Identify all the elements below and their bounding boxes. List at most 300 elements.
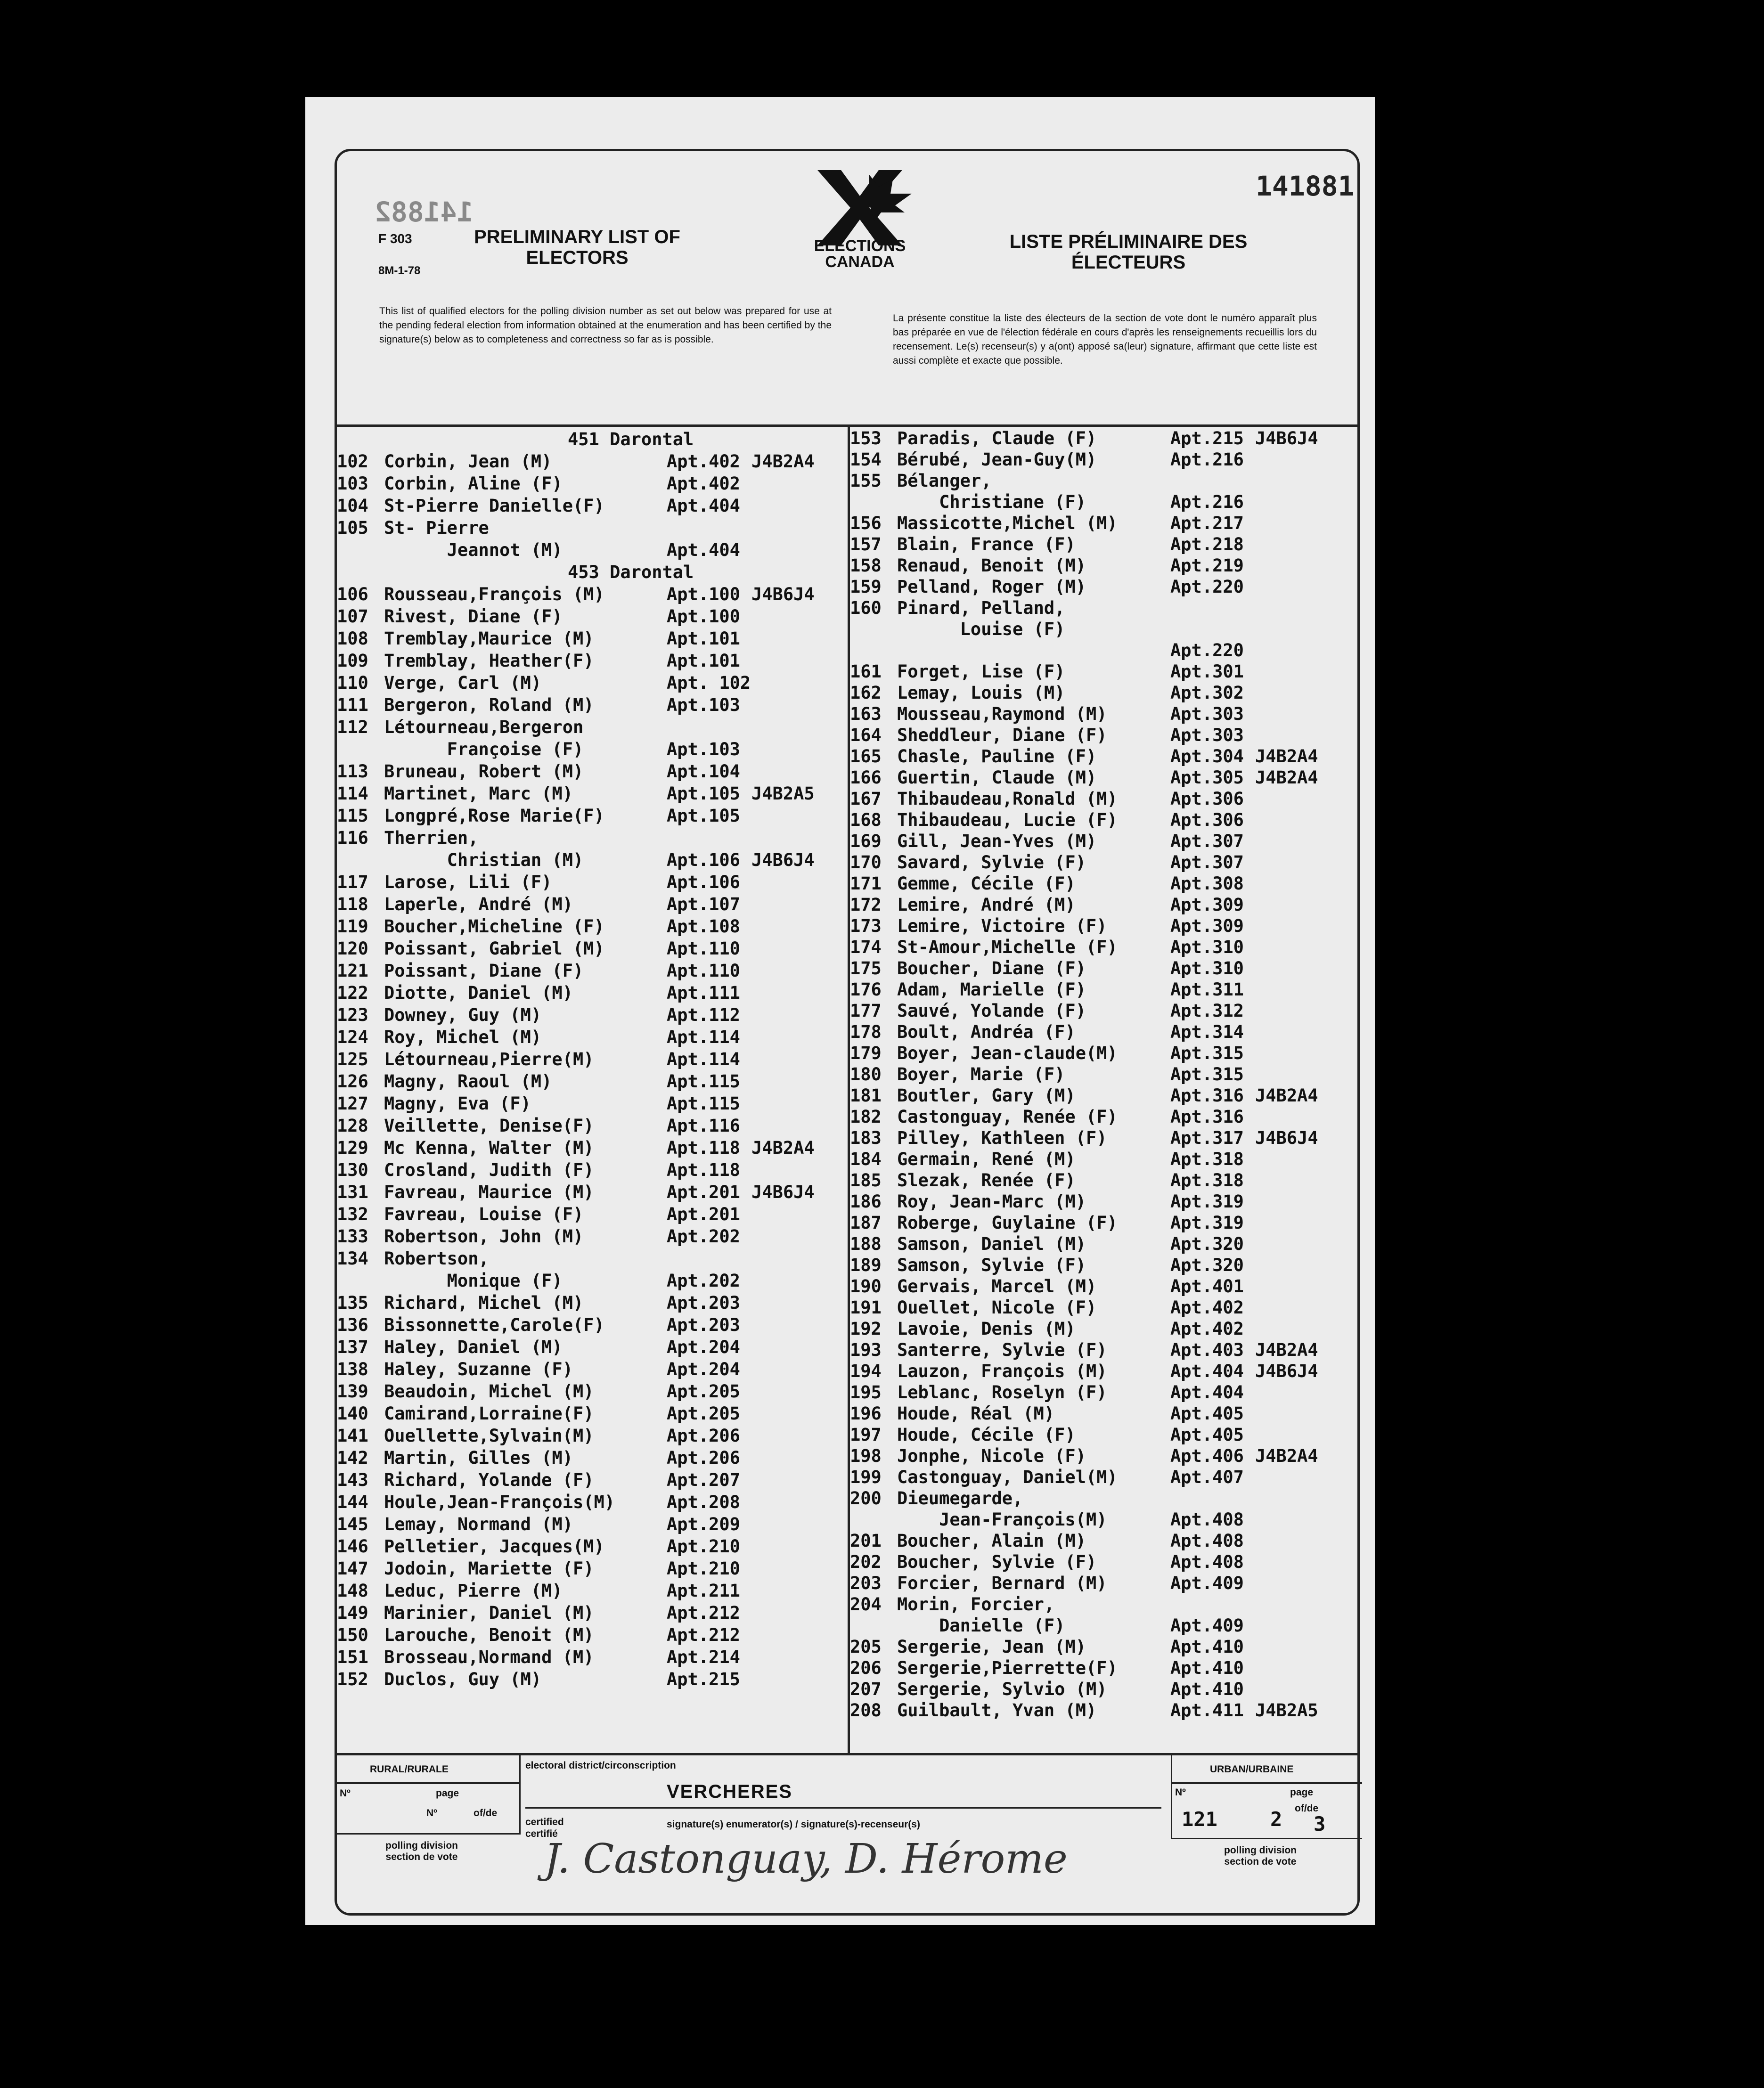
elector-apartment: Apt.311: [1170, 979, 1244, 1000]
elector-row: [850, 704, 1360, 725]
elector-postal-code: J4B6J4: [751, 1182, 815, 1202]
elector-name: Duclos, Guy (M): [384, 1669, 542, 1689]
elector-column-left: [337, 424, 848, 1753]
elector-apartment: Apt.215: [1170, 428, 1244, 449]
elector-name: Boutler, Gary (M): [897, 1085, 1076, 1106]
elector-postal-code: J4B2A4: [1255, 1446, 1318, 1466]
elector-row: [850, 1043, 1360, 1064]
elector-row: [850, 1128, 1360, 1149]
elector-number: 139: [337, 1381, 368, 1402]
elector-name: Pinard, Pelland,: [897, 598, 1065, 618]
elector-number: 149: [337, 1603, 368, 1623]
elector-row: [337, 540, 848, 561]
elector-column-right: [850, 424, 1360, 1753]
elector-row: [850, 1213, 1360, 1233]
elector-name: Tremblay, Heather(F): [384, 651, 594, 671]
elector-name: Houde, Cécile (F): [897, 1425, 1076, 1445]
elector-apartment: Apt.405: [1170, 1403, 1244, 1424]
elector-number: 171: [850, 873, 882, 894]
elector-number: 156: [850, 513, 882, 533]
elector-number: 181: [850, 1085, 882, 1106]
elector-apartment: Apt.306: [1170, 810, 1244, 830]
elector-number: 141: [337, 1426, 368, 1446]
elector-row: [337, 628, 848, 649]
elector-number: 182: [850, 1107, 882, 1127]
elector-name: Corbin, Aline (F): [384, 473, 563, 494]
district-underline: [525, 1807, 1161, 1809]
certified-label: certified: [525, 1817, 564, 1827]
elector-apartment: Apt.217: [1170, 513, 1244, 533]
elector-postal-code: J4B2A5: [751, 783, 815, 804]
elector-apartment: Apt.212: [667, 1603, 740, 1623]
elector-name: Christian (M): [384, 850, 584, 870]
elector-row: [337, 739, 848, 760]
elector-name: Forget, Lise (F): [897, 661, 1065, 682]
elector-row: [337, 850, 848, 871]
elector-row: [850, 831, 1360, 852]
elector-name: Guertin, Claude (M): [897, 767, 1097, 788]
elector-apartment: Apt.410: [1170, 1679, 1244, 1699]
elector-row: [337, 1558, 848, 1579]
enumerator-signature: J. Castonguay, D. Hérome: [544, 1835, 1068, 1883]
elector-number: 206: [850, 1658, 882, 1678]
elector-name: Jonphe, Nicole (F): [897, 1446, 1086, 1466]
elector-name: Lemire, André (M): [897, 895, 1076, 915]
elector-row: [337, 961, 848, 981]
elector-name: Bergeron, Roland (M): [384, 695, 594, 715]
elector-number: 165: [850, 746, 882, 767]
elector-number: 146: [337, 1536, 368, 1557]
elector-number: 183: [850, 1128, 882, 1148]
elector-number: 152: [337, 1669, 368, 1689]
elector-row: [850, 683, 1360, 703]
elector-apartment: Apt. 102: [667, 673, 751, 693]
elector-row: [337, 1536, 848, 1557]
elector-apartment: Apt.118: [667, 1160, 740, 1180]
elector-apartment: Apt.116: [667, 1116, 740, 1136]
elector-apartment: Apt.208: [667, 1492, 740, 1512]
elector-row: [337, 1581, 848, 1601]
elector-apartment: Apt.206: [667, 1426, 740, 1446]
elector-number: 134: [337, 1248, 368, 1269]
elector-row: [850, 895, 1360, 915]
elector-row: [337, 1403, 848, 1424]
elector-row: [337, 828, 848, 848]
urban-polling-division-fr: section de vote: [1224, 1856, 1297, 1867]
elector-apartment: Apt.408: [1170, 1552, 1244, 1572]
elector-row: [850, 1276, 1360, 1297]
elector-apartment: Apt.219: [1170, 555, 1244, 576]
street-name: 453 Darontal: [568, 562, 694, 582]
elector-name: Guilbault, Yvan (M): [897, 1700, 1097, 1721]
description-french: La présente constitue la liste des électeurs de la section de vote dont le numéro apparaît plus bas préparée en vue de l'élection fédérale en cours d'après les renseignements recueillis lors du recensement. Le(s) recenseur(s) y a(ont) apposé sa(leur) signature, affirmant que cette liste est aussi complète et exacte que possible.: [893, 313, 1317, 366]
elector-number: 111: [337, 695, 368, 715]
elector-row: [337, 1160, 848, 1181]
elector-name: Blain, France (F): [897, 534, 1076, 555]
elector-row: [337, 496, 848, 516]
elector-number: 201: [850, 1531, 882, 1551]
elector-number: 138: [337, 1359, 368, 1379]
elector-number: 112: [337, 717, 368, 737]
urban-no-label: Nº: [1175, 1787, 1186, 1798]
elector-row: [850, 619, 1360, 640]
logo-text-canada: CANADA: [825, 253, 895, 271]
elector-number: 168: [850, 810, 882, 830]
elector-name: Chasle, Pauline (F): [897, 746, 1097, 767]
elector-apartment: Apt.318: [1170, 1170, 1244, 1191]
elector-name: Louise (F): [897, 619, 1065, 639]
elector-row: [850, 1149, 1360, 1170]
elector-apartment: Apt.409: [1170, 1615, 1244, 1636]
elector-row: [337, 651, 848, 671]
elector-name: Favreau, Louise (F): [384, 1204, 584, 1224]
elector-name: Sauvé, Yolande (F): [897, 1001, 1086, 1021]
elector-row: [850, 1340, 1360, 1361]
elector-row: [337, 1492, 848, 1513]
elector-number: 135: [337, 1293, 368, 1313]
elector-row: [850, 767, 1360, 788]
elector-apartment: Apt.307: [1170, 831, 1244, 851]
elector-number: 155: [850, 471, 882, 491]
elector-row: [850, 1552, 1360, 1573]
elector-name: Laperle, André (M): [384, 894, 573, 914]
elector-apartment: Apt.114: [667, 1027, 740, 1047]
rural-header-box: [337, 1755, 521, 1784]
elector-name: Dieumegarde,: [897, 1488, 1023, 1509]
elector-name: Germain, René (M): [897, 1149, 1076, 1169]
elector-apartment: Apt.204: [667, 1359, 740, 1379]
elector-number: 180: [850, 1064, 882, 1085]
elector-name: Létourneau,Pierre(M): [384, 1049, 594, 1069]
elector-name: Thibaudeau, Lucie (F): [897, 810, 1118, 830]
elector-row: [850, 810, 1360, 831]
elector-name: Lemire, Victoire (F): [897, 916, 1107, 936]
elector-row: [337, 894, 848, 915]
elector-name: Adam, Marielle (F): [897, 979, 1086, 1000]
elector-number: 184: [850, 1149, 882, 1169]
elector-name: Lemay, Louis (M): [897, 683, 1065, 703]
elector-number: 108: [337, 628, 368, 649]
elector-name: Jean-François(M): [897, 1509, 1107, 1530]
urban-label: URBAN/URBAINE: [1210, 1764, 1294, 1775]
elector-row: [850, 789, 1360, 809]
title-french-line1: LISTE PRÉLIMINAIRE DES: [1009, 231, 1248, 252]
elector-name: Christiane (F): [897, 492, 1086, 512]
elector-number: 119: [337, 916, 368, 937]
elector-row: [850, 1382, 1360, 1403]
elector-number: 202: [850, 1552, 882, 1572]
elector-number: 147: [337, 1558, 368, 1579]
rural-label: RURAL/RURALE: [370, 1764, 449, 1775]
elector-name: Gervais, Marcel (M): [897, 1276, 1097, 1297]
elector-name: Sergerie, Sylvio (M): [897, 1679, 1107, 1699]
elections-canada-logo: [799, 165, 921, 278]
elector-row: [337, 806, 848, 826]
elector-row: [850, 1191, 1360, 1212]
elector-apartment: Apt.312: [1170, 1001, 1244, 1021]
elector-row: [850, 1615, 1360, 1636]
elector-apartment: Apt.202: [667, 1271, 740, 1291]
elector-row: [850, 1700, 1360, 1721]
elector-row: [337, 916, 848, 937]
elector-number: 167: [850, 789, 882, 809]
elector-name: Favreau, Maurice (M): [384, 1182, 594, 1202]
elector-name: Sergerie,Pierrette(F): [897, 1658, 1118, 1678]
elector-name: Lavoie, Denis (M): [897, 1319, 1076, 1339]
elector-list: [337, 424, 1357, 1753]
elector-apartment: Apt.409: [1170, 1573, 1244, 1593]
elector-apartment: Apt.103: [667, 695, 740, 715]
elector-number: 107: [337, 606, 368, 627]
elector-name: Haley, Suzanne (F): [384, 1359, 573, 1379]
elector-apartment: Apt.110: [667, 938, 740, 959]
rural-of-label: of/de: [474, 1808, 498, 1819]
elector-apartment: Apt.402: [1170, 1319, 1244, 1339]
elector-apartment: Apt.402: [667, 451, 740, 472]
elector-apartment: Apt.211: [667, 1581, 740, 1601]
elector-name: Bérubé, Jean-Guy(M): [897, 449, 1097, 470]
form-header: [337, 151, 1357, 427]
elector-name: Pelland, Roger (M): [897, 577, 1086, 597]
elector-row: [337, 983, 848, 1003]
elector-apartment: Apt.201: [667, 1204, 740, 1224]
elector-name: Longpré,Rose Marie(F): [384, 806, 604, 826]
elector-postal-code: J4B2A4: [1255, 1085, 1318, 1106]
elector-row: [850, 1488, 1360, 1509]
elector-postal-code: J4B2A5: [1255, 1700, 1318, 1721]
elector-name: Poissant, Diane (F): [384, 961, 584, 981]
elector-row: [850, 598, 1360, 619]
elector-apartment: Apt.315: [1170, 1043, 1244, 1063]
elector-row: [850, 1361, 1360, 1382]
elector-name: St-Pierre Danielle(F): [384, 496, 604, 516]
elector-apartment: Apt.220: [1170, 640, 1244, 661]
elector-apartment: Apt.310: [1170, 937, 1244, 957]
elector-name: Houde, Réal (M): [897, 1403, 1055, 1424]
elector-apartment: Apt.105: [667, 806, 740, 826]
elector-row: [850, 1022, 1360, 1043]
elector-row: [337, 673, 848, 693]
elector-apartment: Apt.314: [1170, 1022, 1244, 1042]
elector-name: Sheddleur, Diane (F): [897, 725, 1107, 745]
elector-postal-code: J4B6J4: [1255, 1128, 1318, 1148]
elector-row: [850, 1467, 1360, 1488]
elector-row: [850, 1255, 1360, 1276]
elector-apartment: Apt.105: [667, 783, 740, 804]
elector-number: 163: [850, 704, 882, 724]
title-english: [455, 227, 700, 268]
elector-number: 120: [337, 938, 368, 959]
elector-row: [337, 606, 848, 627]
elector-number: 116: [337, 828, 368, 848]
elector-number: 162: [850, 683, 882, 703]
elector-row: [850, 513, 1360, 534]
title-french: [978, 231, 1279, 273]
elector-number: 106: [337, 584, 368, 604]
elector-apartment: Apt.405: [1170, 1425, 1244, 1445]
elector-name: Robertson,: [384, 1248, 489, 1269]
elector-number: 122: [337, 983, 368, 1003]
elector-row: [850, 873, 1360, 894]
elector-number: 115: [337, 806, 368, 826]
elector-row: [337, 1625, 848, 1646]
elector-name: Santerre, Sylvie (F): [897, 1340, 1107, 1360]
elector-apartment: Apt.207: [667, 1470, 740, 1490]
elector-number: 153: [850, 428, 882, 449]
elector-name: Richard, Michel (M): [384, 1293, 584, 1313]
elector-number: 129: [337, 1138, 368, 1158]
form-code: F 303: [378, 231, 412, 246]
elector-apartment: Apt.316: [1170, 1085, 1244, 1106]
elector-number: 103: [337, 473, 368, 494]
elector-name: Robertson, John (M): [384, 1226, 584, 1247]
elector-apartment: Apt.104: [667, 761, 740, 782]
elector-number: 204: [850, 1594, 882, 1615]
elector-apartment: Apt.318: [1170, 1149, 1244, 1169]
elector-apartment: Apt.309: [1170, 895, 1244, 915]
elector-name: Castonguay, Daniel(M): [897, 1467, 1118, 1487]
elector-number: 133: [337, 1226, 368, 1247]
elector-row: [850, 1085, 1360, 1106]
elector-name: Diotte, Daniel (M): [384, 983, 573, 1003]
elector-name: Ouellette,Sylvain(M): [384, 1426, 594, 1446]
elector-row: [850, 1679, 1360, 1700]
elector-name: Haley, Daniel (M): [384, 1337, 563, 1357]
elector-row: [337, 1647, 848, 1668]
elector-row: [337, 1138, 848, 1158]
elector-name: Pilley, Kathleen (F): [897, 1128, 1107, 1148]
elector-number: 105: [337, 518, 368, 538]
elector-row: [850, 1403, 1360, 1424]
elector-number: 200: [850, 1488, 882, 1509]
elector-apartment: Apt.215: [667, 1669, 740, 1689]
elector-apartment: Apt.216: [1170, 492, 1244, 512]
elector-row: [850, 1637, 1360, 1657]
elector-postal-code: J4B2A4: [751, 451, 815, 472]
elector-postal-code: J4B6J4: [751, 584, 815, 604]
rural-no-label: Nº: [340, 1788, 351, 1799]
elector-name: Monique (F): [384, 1271, 563, 1291]
elector-name: Jodoin, Mariette (F): [384, 1558, 594, 1579]
elector-apartment: Apt.204: [667, 1337, 740, 1357]
elector-postal-code: J4B6J4: [1255, 428, 1318, 449]
elector-number: 118: [337, 894, 368, 914]
elector-number: 131: [337, 1182, 368, 1202]
rural-polling-division-label: [346, 1840, 497, 1863]
rural-polling-division-en: polling division: [385, 1840, 458, 1851]
elector-apartment: Apt.118: [667, 1138, 740, 1158]
certifie-label: certifié: [525, 1828, 558, 1839]
elector-apartment: Apt.100: [667, 584, 740, 604]
elector-apartment: Apt.111: [667, 983, 740, 1003]
elector-name: Beaudoin, Michel (M): [384, 1381, 594, 1402]
elector-apartment: Apt.306: [1170, 789, 1244, 809]
elector-number: 158: [850, 555, 882, 576]
elector-name: St- Pierre: [384, 518, 489, 538]
elector-apartment: Apt.205: [667, 1381, 740, 1402]
elector-apartment: Apt.303: [1170, 725, 1244, 745]
elector-apartment: Apt.203: [667, 1293, 740, 1313]
elector-number: 170: [850, 852, 882, 873]
elector-name: Jeannot (M): [384, 540, 563, 560]
title-english-line2: ELECTORS: [526, 247, 629, 268]
elector-apartment: Apt.210: [667, 1536, 740, 1557]
elector-row: [337, 1315, 848, 1336]
urban-polling-division-number: 121: [1182, 1808, 1217, 1831]
elector-name: Verge, Carl (M): [384, 673, 542, 693]
elector-name: Slezak, Renée (F): [897, 1170, 1076, 1191]
elector-name: Crosland, Judith (F): [384, 1160, 594, 1180]
elector-name: Gemme, Cécile (F): [897, 873, 1076, 894]
elector-name: Thibaudeau,Ronald (M): [897, 789, 1118, 809]
elector-name: Lemay, Normand (M): [384, 1514, 573, 1534]
elector-number: 207: [850, 1679, 882, 1699]
elector-name: Tremblay,Maurice (M): [384, 628, 594, 649]
elector-apartment: Apt.402: [1170, 1297, 1244, 1318]
elector-apartment: Apt.404: [667, 540, 740, 560]
elector-number: 172: [850, 895, 882, 915]
form-footer: [337, 1753, 1357, 1920]
elector-apartment: Apt.310: [1170, 958, 1244, 979]
elector-row: [850, 1446, 1360, 1467]
elector-name: Therrien,: [384, 828, 479, 848]
elector-number: 148: [337, 1581, 368, 1601]
elector-number: 164: [850, 725, 882, 745]
elector-row: [337, 872, 848, 893]
elector-apartment: Apt.115: [667, 1093, 740, 1114]
elector-name: Boucher, Diane (F): [897, 958, 1086, 979]
elector-apartment: Apt.320: [1170, 1255, 1244, 1275]
elector-number: 145: [337, 1514, 368, 1534]
elector-apartment: Apt.203: [667, 1315, 740, 1335]
elector-number: 128: [337, 1116, 368, 1136]
elector-row: [850, 746, 1360, 767]
elector-number: 187: [850, 1213, 882, 1233]
elector-row: [850, 1509, 1360, 1530]
elector-number: 144: [337, 1492, 368, 1512]
elector-name: Samson, Sylvie (F): [897, 1255, 1086, 1275]
elector-apartment: Apt.106: [667, 872, 740, 892]
rural-page-no-label: Nº: [426, 1808, 437, 1819]
elector-row: [850, 1573, 1360, 1594]
urban-page-number: 2: [1270, 1808, 1282, 1831]
elector-row: [337, 1470, 848, 1491]
elector-number: 114: [337, 783, 368, 804]
elector-name: Rousseau,François (M): [384, 584, 604, 604]
elector-row: [850, 555, 1360, 576]
elector-row: [850, 492, 1360, 513]
elector-name: Boyer, Jean-claude(M): [897, 1043, 1118, 1063]
elector-name: St-Amour,Michelle (F): [897, 937, 1118, 957]
elector-row: [850, 725, 1360, 746]
elector-number: 109: [337, 651, 368, 671]
elector-name: Lauzon, François (M): [897, 1361, 1107, 1381]
elector-number: 191: [850, 1297, 882, 1318]
elector-row: [337, 1514, 848, 1535]
elector-number: 208: [850, 1700, 882, 1721]
elector-postal-code: J4B6J4: [751, 850, 815, 870]
elector-number: 104: [337, 496, 368, 516]
elector-apartment: Apt.309: [1170, 916, 1244, 936]
elector-row: [337, 695, 848, 716]
elector-number: 143: [337, 1470, 368, 1490]
elector-apartment: Apt.115: [667, 1071, 740, 1092]
elector-row: [850, 1658, 1360, 1679]
elector-name: Martin, Gilles (M): [384, 1448, 573, 1468]
elector-number: 203: [850, 1573, 882, 1593]
elector-name: Mousseau,Raymond (M): [897, 704, 1107, 724]
elector-name: Houle,Jean-François(M): [384, 1492, 615, 1512]
